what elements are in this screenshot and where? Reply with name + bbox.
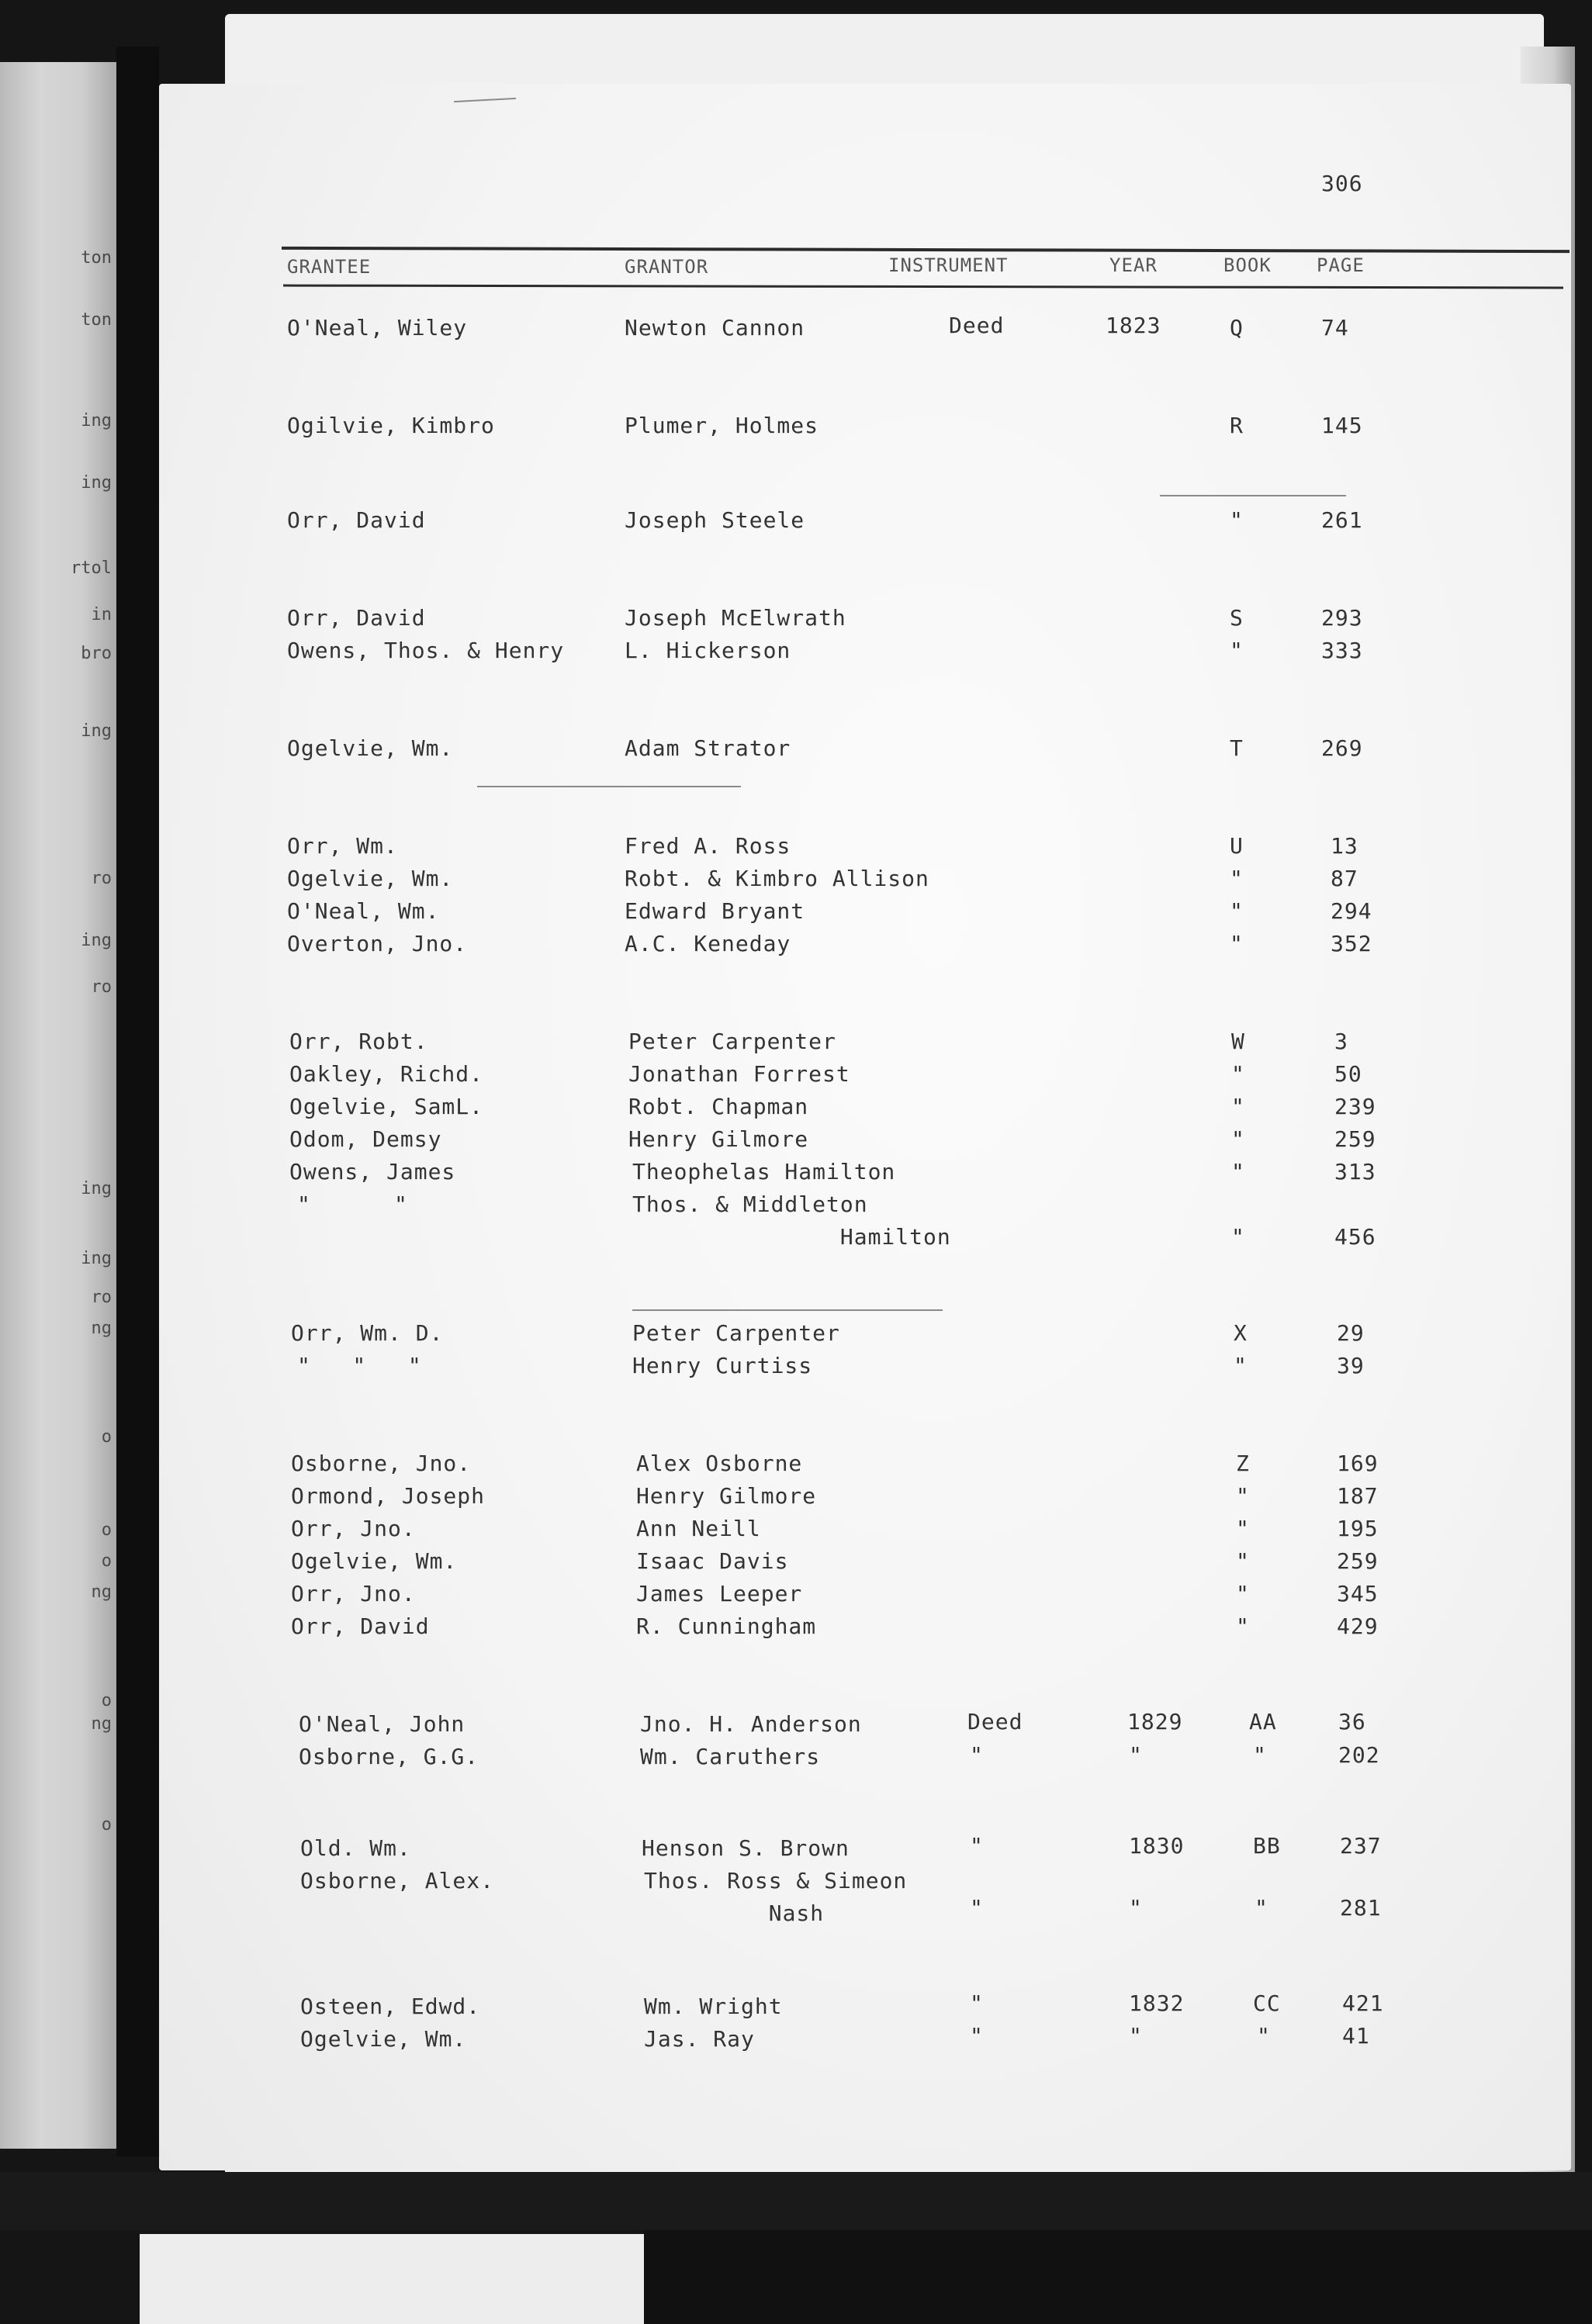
cell-grantee: O'Neal, John xyxy=(299,1711,465,1737)
cell-page: 41 xyxy=(1342,2023,1370,2049)
adjacent-page-fragment: o xyxy=(101,1520,112,1540)
header-page: PAGE xyxy=(1317,254,1365,276)
pencil-mark xyxy=(632,1309,943,1311)
cell-grantor: Edward Bryant xyxy=(625,898,805,924)
cell-page: 145 xyxy=(1321,413,1363,438)
cell-grantee: Ogelvie, SamL. xyxy=(289,1094,484,1119)
cell-page: 345 xyxy=(1337,1581,1379,1606)
cell-grantor: Isaac Davis xyxy=(636,1548,789,1574)
header-year: YEAR xyxy=(1109,254,1158,276)
cell-grantee: Orr, Jno. xyxy=(291,1516,416,1541)
cell-page: 36 xyxy=(1338,1709,1366,1734)
pencil-mark xyxy=(454,98,516,102)
document-page xyxy=(159,84,1571,2170)
cell-grantor: Henry Curtiss xyxy=(632,1353,813,1378)
cell-book: " xyxy=(1236,1613,1250,1639)
cell-grantee: O'Neal, Wiley xyxy=(287,315,468,341)
cell-grantee: Osborne, Jno. xyxy=(291,1451,472,1476)
adjacent-page-fragment: rtol xyxy=(71,559,112,578)
cell-grantor: A.C. Keneday xyxy=(625,931,791,956)
cell-book: " xyxy=(1230,866,1244,891)
cell-page: 74 xyxy=(1321,315,1349,341)
cell-book: " xyxy=(1230,931,1244,956)
cell-grantor: Joseph McElwrath xyxy=(625,605,846,631)
header-grantee: GRANTEE xyxy=(287,256,372,278)
cell-grantee: " " " xyxy=(297,1353,422,1378)
cell-grantee: Odom, Demsy xyxy=(289,1126,442,1152)
cell-book: Q xyxy=(1230,315,1244,341)
cell-page: 293 xyxy=(1321,605,1363,631)
cell-book: S xyxy=(1230,605,1244,631)
cell-grantee: " " xyxy=(297,1191,408,1217)
adjacent-page-strip xyxy=(0,62,116,2149)
cell-grantor: Thos. & Middleton xyxy=(632,1191,868,1217)
adjacent-page-fragment: o xyxy=(101,1691,112,1710)
cell-grantor: Robt. Chapman xyxy=(628,1094,809,1119)
cell-book: " xyxy=(1234,1353,1248,1378)
bottom-paper-edge xyxy=(140,2234,644,2324)
cell-grantor: L. Hickerson xyxy=(625,638,791,663)
cell-grantor: Henson S. Brown xyxy=(642,1835,850,1861)
cell-grantor: Peter Carpenter xyxy=(628,1029,836,1054)
header-grantor: GRANTOR xyxy=(625,256,709,278)
cell-instrument: " xyxy=(970,2023,984,2049)
header-rule-bottom xyxy=(283,285,1563,289)
adjacent-page-fragment: o xyxy=(101,1815,112,1835)
page-number: 306 xyxy=(1321,171,1363,196)
cell-page: 429 xyxy=(1337,1613,1379,1639)
cell-page: 294 xyxy=(1331,898,1372,924)
cell-grantee: Orr, David xyxy=(291,1613,430,1639)
adjacent-page-fragment: ing xyxy=(81,931,112,950)
cell-grantor: Jonathan Forrest xyxy=(628,1061,850,1087)
cell-grantee: Overton, Jno. xyxy=(287,931,468,956)
cell-page: 261 xyxy=(1321,507,1363,533)
cell-grantor: Henry Gilmore xyxy=(628,1126,809,1152)
cell-year: " xyxy=(1129,2023,1143,2049)
cell-grantee: Orr, Wm. D. xyxy=(291,1320,444,1346)
cell-grantor: Newton Cannon xyxy=(625,315,805,341)
cell-grantor: Theophelas Hamilton xyxy=(632,1159,896,1184)
cell-instrument: " xyxy=(970,1833,984,1859)
cell-year: " xyxy=(1129,1742,1143,1768)
cell-page: 202 xyxy=(1338,1742,1380,1768)
cell-book: " xyxy=(1230,638,1244,663)
adjacent-page-fragment: o xyxy=(101,1551,112,1571)
cell-instrument: " xyxy=(970,1990,984,2016)
cell-book: T xyxy=(1230,735,1244,761)
cell-book: " xyxy=(1236,1483,1250,1509)
cell-book: " xyxy=(1236,1516,1250,1541)
cell-page: 239 xyxy=(1334,1094,1376,1119)
cell-grantee: Ogelvie, Wm. xyxy=(287,735,454,761)
cell-book: " xyxy=(1257,2023,1271,2049)
adjacent-page-fragment: in xyxy=(91,605,112,624)
cell-page: 259 xyxy=(1337,1548,1379,1574)
cell-instrument: Deed xyxy=(949,313,1005,338)
cell-grantor: Alex Osborne xyxy=(636,1451,803,1476)
cell-book: R xyxy=(1230,413,1244,438)
cell-grantee: Oakley, Richd. xyxy=(289,1061,484,1087)
cell-book: U xyxy=(1230,833,1244,859)
adjacent-page-fragment: ton xyxy=(81,248,112,268)
cell-grantee: Orr, David xyxy=(287,507,426,533)
bottom-dark-area xyxy=(644,2230,1592,2324)
cell-grantee: Osborne, Alex. xyxy=(300,1868,495,1893)
binding-gap xyxy=(116,47,159,2156)
cell-page: 456 xyxy=(1334,1224,1376,1250)
cell-page: 313 xyxy=(1334,1159,1376,1184)
cell-grantee: O'Neal, Wm. xyxy=(287,898,440,924)
cell-book: " xyxy=(1231,1126,1245,1152)
cell-grantee: Owens, James xyxy=(289,1159,456,1184)
cell-page: 13 xyxy=(1331,833,1358,859)
cell-grantor: Henry Gilmore xyxy=(636,1483,817,1509)
cell-year: 1823 xyxy=(1106,313,1161,338)
cell-grantor: Thos. Ross & Simeon xyxy=(644,1868,908,1893)
cell-book: " xyxy=(1231,1061,1245,1087)
adjacent-page-fragment: ng xyxy=(91,1319,112,1338)
adjacent-page-fragment: ton xyxy=(81,310,112,330)
cell-grantee: Ogelvie, Wm. xyxy=(287,866,454,891)
adjacent-page-fragment: ing xyxy=(81,721,112,741)
cell-grantor: R. Cunningham xyxy=(636,1613,817,1639)
cell-grantor: Jas. Ray xyxy=(644,2026,755,2052)
cell-grantee: Ogelvie, Wm. xyxy=(300,2026,467,2052)
adjacent-page-fragment: bro xyxy=(81,644,112,663)
cell-page: 50 xyxy=(1334,1061,1362,1087)
adjacent-page-fragment: ro xyxy=(91,1288,112,1307)
cell-grantor: James Leeper xyxy=(636,1581,803,1606)
cell-book: " xyxy=(1231,1224,1245,1250)
cell-book: " xyxy=(1255,1895,1268,1921)
cell-grantee: Owens, Thos. & Henry xyxy=(287,638,565,663)
cell-page: 333 xyxy=(1321,638,1363,663)
cell-book: " xyxy=(1253,1742,1267,1768)
pencil-mark xyxy=(1160,495,1346,496)
cell-instrument: " xyxy=(970,1742,984,1768)
cell-grantee: Orr, Robt. xyxy=(289,1029,428,1054)
cell-grantor: Peter Carpenter xyxy=(632,1320,840,1346)
adjacent-page-fragment: o xyxy=(101,1427,112,1447)
adjacent-page-fragment: ing xyxy=(81,411,112,431)
cell-grantor: Wm. Caruthers xyxy=(640,1744,821,1769)
cell-book: W xyxy=(1231,1029,1245,1054)
cell-grantee: Orr, Wm. xyxy=(287,833,398,859)
adjacent-page-fragment: ing xyxy=(81,473,112,493)
cell-year: 1830 xyxy=(1129,1833,1185,1859)
cell-page: 169 xyxy=(1337,1451,1379,1476)
cell-book: CC xyxy=(1253,1990,1281,2016)
cell-grantee: Ogelvie, Wm. xyxy=(291,1548,458,1574)
cell-page: 195 xyxy=(1337,1516,1379,1541)
cell-grantor: Plumer, Holmes xyxy=(625,413,819,438)
cell-grantee: Osteen, Edwd. xyxy=(300,1994,481,2019)
cell-book: Z xyxy=(1236,1451,1250,1476)
cell-page: 3 xyxy=(1334,1029,1348,1054)
cell-page: 237 xyxy=(1340,1833,1382,1859)
adjacent-page-fragment: ing xyxy=(81,1249,112,1268)
header-instrument: INSTRUMENT xyxy=(888,254,1009,276)
cell-grantee: Old. Wm. xyxy=(300,1835,411,1861)
cell-grantor: Wm. Wright xyxy=(644,1994,783,2019)
cell-instrument: Deed xyxy=(967,1709,1023,1734)
cell-grantee: Osborne, G.G. xyxy=(299,1744,479,1769)
cell-grantor: Ann Neill xyxy=(636,1516,761,1541)
cell-book: " xyxy=(1236,1581,1250,1606)
cell-book: " xyxy=(1230,507,1244,533)
adjacent-page-fragment: ing xyxy=(81,1179,112,1198)
cell-book: " xyxy=(1231,1094,1245,1119)
cell-grantor: Jno. H. Anderson xyxy=(640,1711,862,1737)
cell-grantor: Nash xyxy=(644,1900,825,1926)
cell-page: 87 xyxy=(1331,866,1358,891)
cell-instrument: " xyxy=(970,1895,984,1921)
cell-book: BB xyxy=(1253,1833,1281,1859)
cell-grantee: Orr, Jno. xyxy=(291,1581,416,1606)
cell-page: 259 xyxy=(1334,1126,1376,1152)
pencil-mark xyxy=(477,786,741,787)
adjacent-page-fragment: ro xyxy=(91,977,112,997)
cell-grantor: Robt. & Kimbro Allison xyxy=(625,866,929,891)
cell-grantor: Fred A. Ross xyxy=(625,833,791,859)
cell-page: 187 xyxy=(1337,1483,1379,1509)
cell-page: 421 xyxy=(1342,1990,1384,2016)
cell-grantor: Joseph Steele xyxy=(625,507,805,533)
cell-year: 1829 xyxy=(1127,1709,1183,1734)
cell-grantor: Adam Strator xyxy=(625,735,791,761)
cell-year: 1832 xyxy=(1129,1990,1185,2016)
cell-page: 281 xyxy=(1340,1895,1382,1921)
cell-page: 269 xyxy=(1321,735,1363,761)
cell-book: " xyxy=(1230,898,1244,924)
cell-grantee: Ormond, Joseph xyxy=(291,1483,486,1509)
cell-grantor: Hamilton xyxy=(632,1224,951,1250)
cell-book: X xyxy=(1234,1320,1248,1346)
cell-book: " xyxy=(1236,1548,1250,1574)
cell-book: AA xyxy=(1249,1709,1277,1734)
header-book: BOOK xyxy=(1223,254,1272,276)
adjacent-page-fragment: ng xyxy=(91,1582,112,1602)
cell-page: 29 xyxy=(1337,1320,1365,1346)
cell-grantee: Ogilvie, Kimbro xyxy=(287,413,495,438)
cell-page: 352 xyxy=(1331,931,1372,956)
header-rule-top xyxy=(282,247,1570,253)
cell-book: " xyxy=(1231,1159,1245,1184)
adjacent-page-fragment: ro xyxy=(91,869,112,888)
cell-year: " xyxy=(1129,1895,1143,1921)
cell-grantee: Orr, David xyxy=(287,605,426,631)
scanner-bottom-band xyxy=(0,2172,1592,2230)
adjacent-page-fragment: ng xyxy=(91,1714,112,1734)
cell-page: 39 xyxy=(1337,1353,1365,1378)
